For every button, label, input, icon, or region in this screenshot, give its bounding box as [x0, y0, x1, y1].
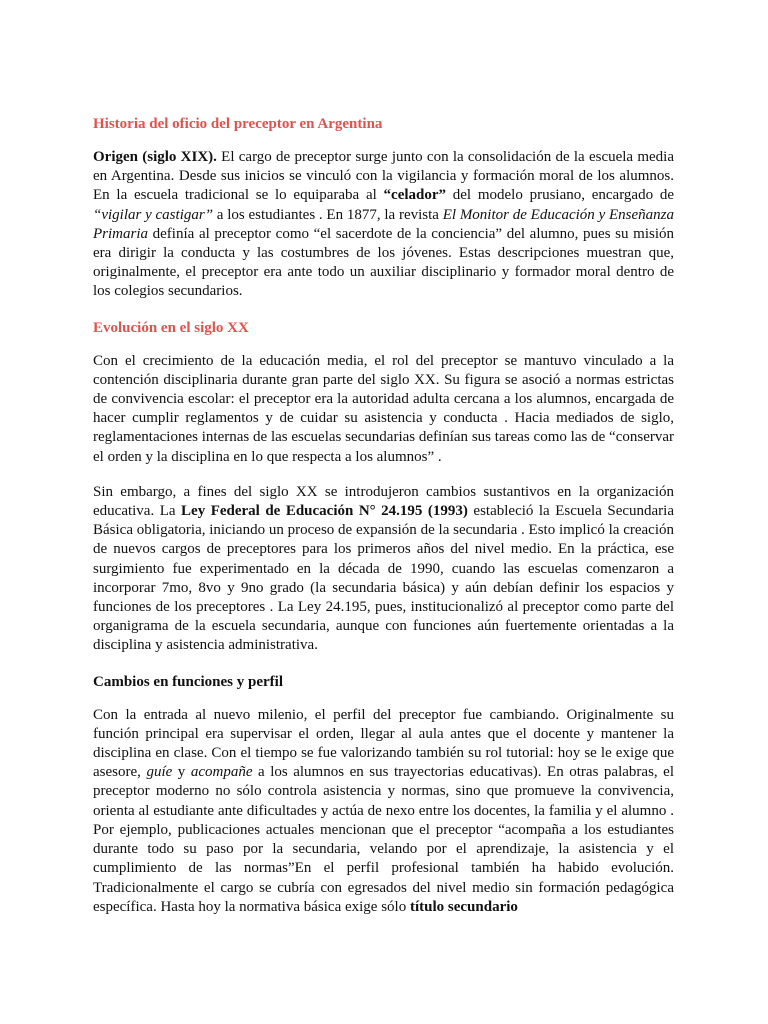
text-run: definía al preceptor como “el sacerdote de la conciencia” del alumno, pues su misión era dirigir la conducta y las costumbres de los jóvenes. Estas descripciones muestran que, originalmente, el preceptor era ante todo un auxiliar disciplinario y formador moral dentro de los colegios secundarios. [93, 225, 674, 300]
text-run: Con la entrada al nuevo milenio, el perfil del preceptor fue cambiando. Originalmente su función principal era supervisar el orden, llegar al aula antes que el docente y mantener la disciplina en clase. Con el tiempo se fue valorizando también su rol tutorial: hoy se le exige que asesore, [93, 706, 674, 781]
bold-ley: Ley Federal de Educación N° 24.195 (1993) [181, 503, 468, 520]
text-run: a los alumnos en sus trayectorias educativas). En otras palabras, el preceptor moderno no sólo controla asistencia y normas, sino que promueve la convivencia, orienta al estudiante ante dificultades y actúa de nexo entre los docentes, la familia y el alumno . Por ejemplo, publicaciones actuales mencionan que el preceptor “acompaña a los estudiantes durante todo su paso por la secundaria, velando por el aprendizaje, la asistencia y el cumplimiento de las normas”En el perfil profesional también ha habido evolución. Tradicionalmente el cargo se cubría con egresados del nivel medio sin formación pedagógica específica. Hasta hoy la normativa básica exige sólo [93, 764, 675, 915]
section-title-evolucion: Evolución en el siglo XX [93, 319, 249, 336]
bold-origen: Origen (siglo XIX). [93, 149, 217, 165]
text-run: a los estudiantes . En 1877, la revista [213, 206, 443, 223]
section-title-historia: Historia del oficio del preceptor en Argentina [93, 116, 383, 132]
paragraph-origen [93, 148, 674, 302]
italic-monitor: El Monitor de Educación y Enseñanza Primaria [93, 206, 674, 242]
section-title-cambios: Cambios en funciones y perfil [93, 673, 284, 690]
paragraph-crecimiento: Con el crecimiento de la educación media, el rol del preceptor se mantuvo vinculado a la contención disciplinaria durante gran parte del siglo XX. Su figura se asoció a normas estrictas de convivencia escolar: el preceptor era la autoridad adulta cercana a los alumnos, encargada de hacer cumplir reglamentos y de cuidar su asistencia y conducta . Hacia mediados de siglo, reglamentaciones internas de las escuelas secundarias definían sus tareas como las de “conservar el orden y la disciplina en lo que respecta a los alumnos” . [93, 352, 674, 465]
bold-titulo: título secundario [409, 898, 518, 915]
bold-celador: “celador” [383, 187, 447, 204]
paragraph-milenio [93, 706, 674, 917]
text-run: El cargo de preceptor surge junto con la consolidación de la escuela media en Argentina. Desde sus inicios se vinculó con la vigilancia y formación moral de los alumnos. En la escuela tradicional se lo equiparaba al [93, 149, 674, 204]
italic-vigilar: “vigilar y castigar” [93, 206, 214, 223]
text-run: del modelo prusiano, encargado de [446, 187, 674, 204]
paragraph-ley-federal [93, 483, 674, 656]
text-run: estableció la Escuela Secundaria Básica obligatoria, iniciando un proceso de expansión de la secundaria . Esto implicó la creación de nuevos cargos de preceptores para los primeros años del nivel medio. En la práctica, ese surgimiento fue experimentado en la década de 1990, cuando las escuelas comenzaron a incorporar 7mo, 8vo y 9no grado (la secundaria básica) y aún debían definir los espacios y funciones de los preceptores . La Ley 24.195, pues, institucionalizó al preceptor como parte del organigrama de la escuela secundaria, aunque con funciones aún fuertemente orientadas a la disciplina y asistencia administrativa. [93, 503, 674, 654]
italic-guie: guíe [146, 764, 173, 781]
italic-acompane: acompañe [190, 764, 253, 781]
text-run: y [172, 764, 191, 781]
text-run: Sin embargo, a fines del siglo XX se introdujeron cambios sustantivos en la organización educativa. La [93, 483, 674, 520]
